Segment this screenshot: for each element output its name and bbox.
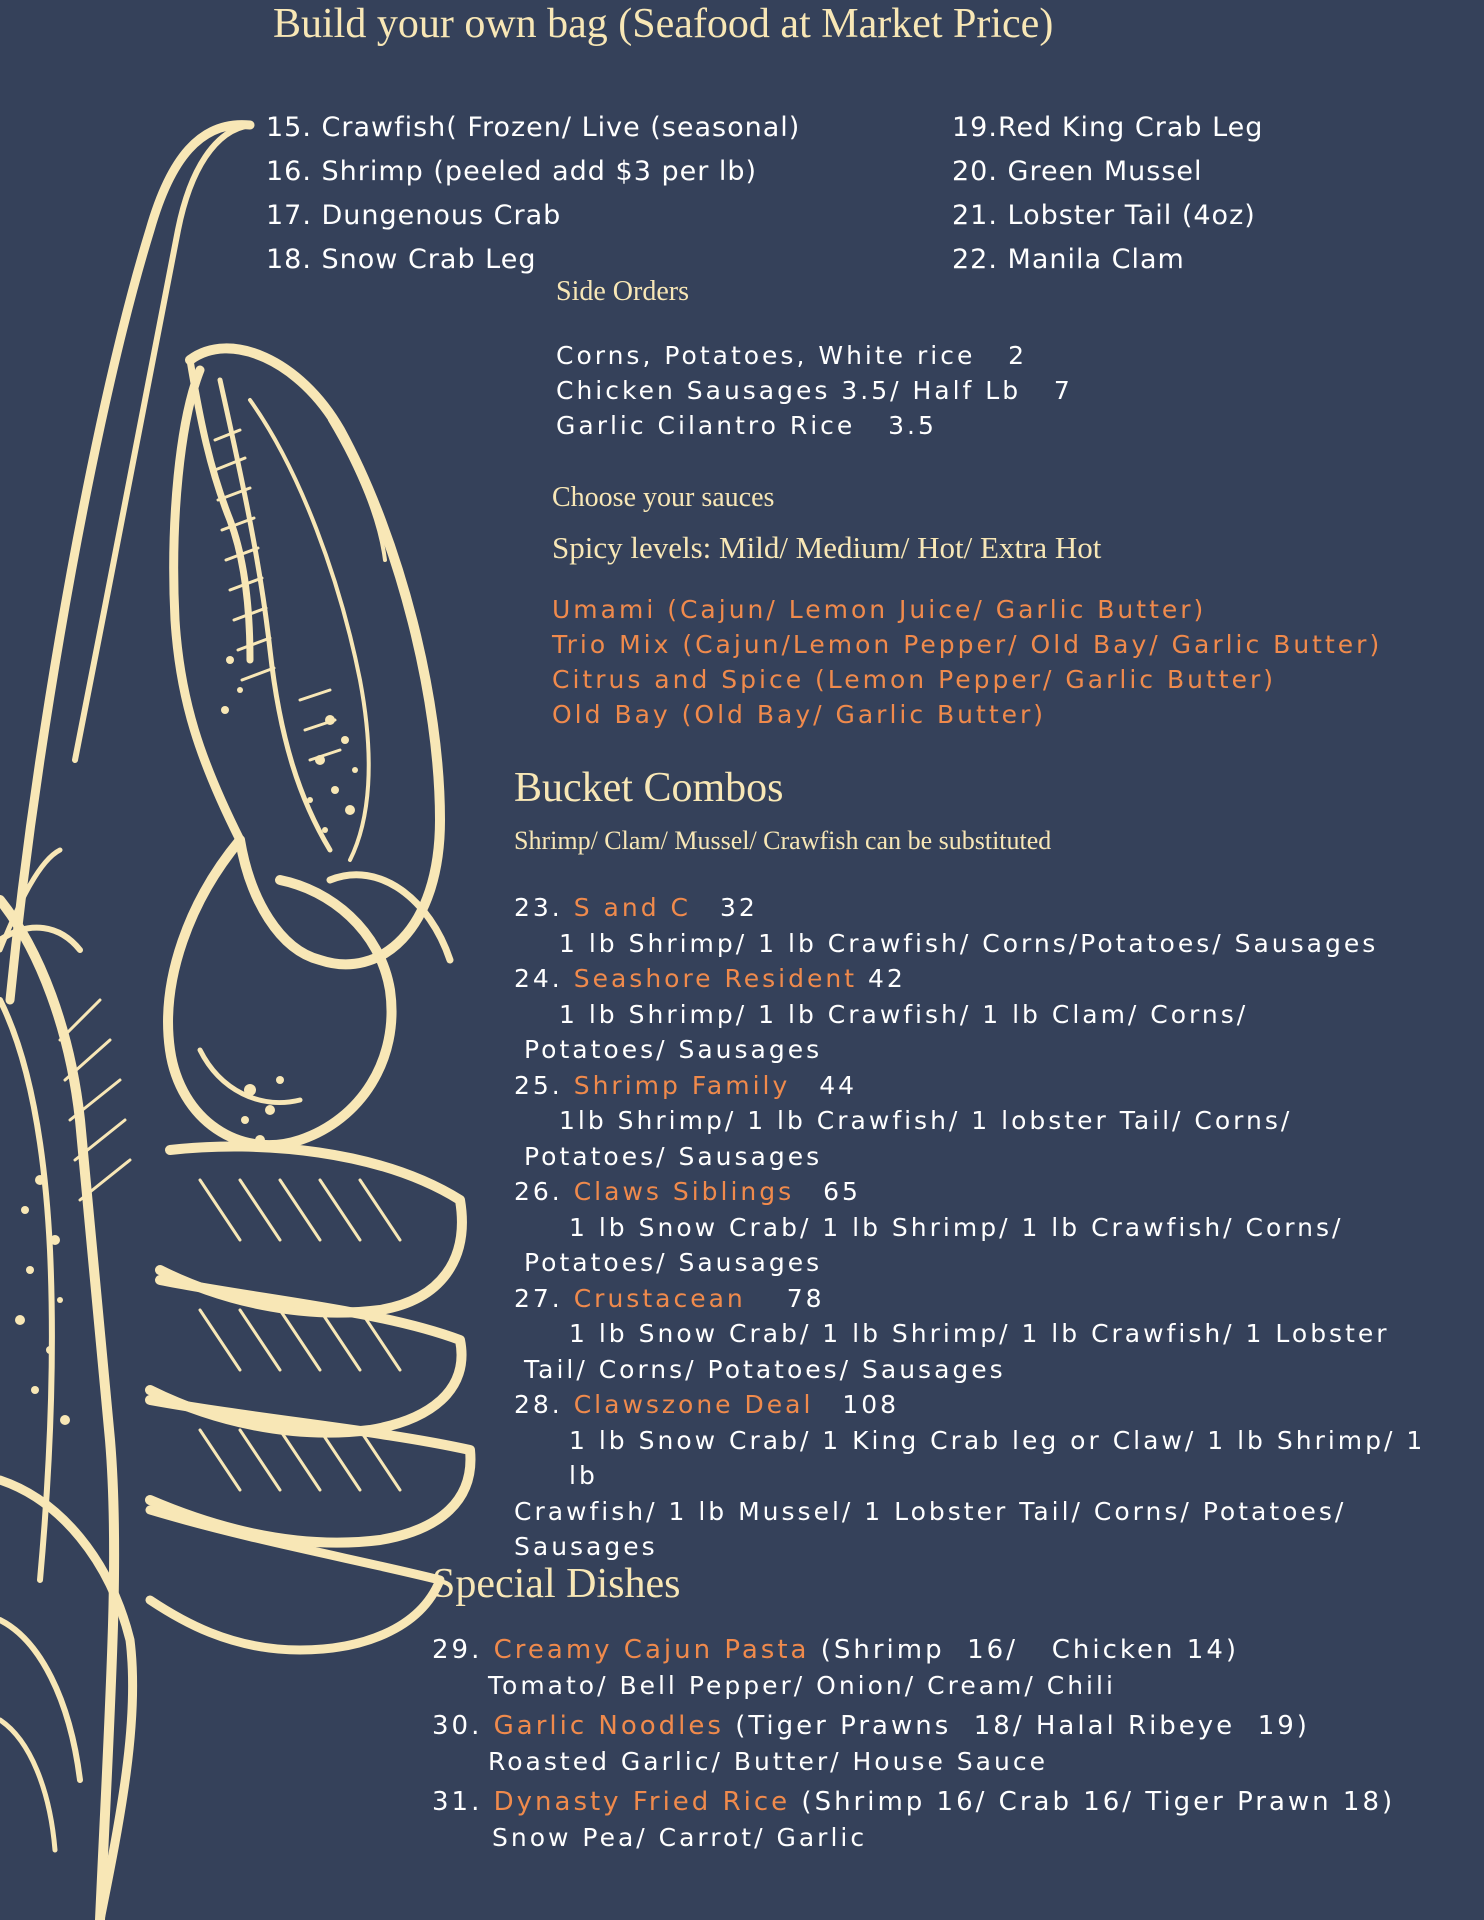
dish-price: (Shrimp 16/ Chicken 14): [820, 1635, 1240, 1665]
bucket-combos-list: [514, 890, 1464, 1565]
combo-price: 32: [719, 893, 758, 922]
sauces-list: [552, 592, 1382, 732]
special-dishes-title: Special Dishes: [432, 1561, 681, 1607]
list-item: 19.Red King Crab Leg: [952, 112, 1264, 143]
combo-description: 1 lb Snow Crab/ 1 lb Shrimp/ 1 lb Crawfish/ 1 Lobster: [569, 1319, 1390, 1348]
combo-number: 24.: [514, 964, 563, 993]
combo-number: 26.: [514, 1177, 563, 1206]
list-item: [514, 1068, 1464, 1175]
combo-number: 23.: [514, 893, 563, 922]
combo-description: 1 lb Snow Crab/ 1 lb Shrimp/ 1 lb Crawfish/ Corns/: [569, 1212, 1344, 1242]
combo-description: Tail/ Corns/ Potatoes/ Sausages: [524, 1354, 1006, 1384]
dish-description: Roasted Garlic/ Butter/ House Sauce: [488, 1747, 1048, 1776]
dish-name: Garlic Noodles: [493, 1711, 724, 1741]
list-item: Umami (Cajun/ Lemon Juice/ Garlic Butter): [552, 595, 1207, 624]
list-item: [514, 1387, 1464, 1565]
combo-price: 78: [786, 1283, 825, 1313]
list-item: [432, 1632, 1472, 1704]
combo-description: 1 lb Shrimp/ 1 lb Crawfish/ 1 lb Clam/ Corns/: [559, 999, 1249, 1029]
list-item: 21. Lobster Tail (4oz): [952, 200, 1256, 231]
combo-name: Crustacean: [573, 1283, 746, 1313]
dish-name: Dynasty Fried Rice: [493, 1787, 791, 1817]
list-item: 20. Green Mussel: [952, 156, 1203, 187]
combo-description: 1 lb Snow Crab/ 1 King Crab leg or Claw/ 1 lb Shrimp/ 1 lb: [569, 1425, 1426, 1490]
list-item: Garlic Cilantro Rice 3.5: [556, 411, 937, 440]
combo-price: 42: [867, 964, 906, 993]
list-item: [514, 1174, 1464, 1281]
list-item: 15. Crawfish( Frozen/ Live (seasonal): [266, 112, 801, 143]
combo-price: 108: [842, 1390, 900, 1419]
combo-description: Sausages: [514, 1532, 658, 1561]
bucket-combos-subtitle: Shrimp/ Clam/ Mussel/ Crawfish can be substituted: [514, 826, 1052, 855]
combo-name: S and C: [573, 893, 691, 922]
side-orders-title: Side Orders: [556, 276, 689, 307]
combo-price: 44: [819, 1070, 858, 1100]
side-orders-list: [556, 338, 1073, 443]
page-title: Build your own bag (Seafood at Market Price): [273, 1, 1054, 47]
combo-name: Seashore Resident: [573, 964, 858, 993]
list-item: 22. Manila Clam: [952, 244, 1185, 275]
dish-price: (Shrimp 16/ Crab 16/ Tiger Prawn 18): [801, 1787, 1396, 1817]
list-item: Chicken Sausages 3.5/ Half Lb 7: [556, 376, 1073, 405]
combo-description: 1 lb Shrimp/ 1 lb Crawfish/ Corns/Potatoes/ Sausages: [559, 928, 1379, 958]
dish-description: Tomato/ Bell Pepper/ Onion/ Cream/ Chili: [488, 1671, 1116, 1700]
list-item: [514, 1281, 1464, 1388]
list-item: Citrus and Spice (Lemon Pepper/ Garlic Butter): [552, 665, 1276, 694]
combo-description: 1lb Shrimp/ 1 lb Crawfish/ 1 lobster Tail/ Corns/: [559, 1106, 1293, 1135]
bucket-combos-title: Bucket Combos: [514, 765, 784, 811]
sauces-title: Choose your sauces: [552, 482, 775, 513]
list-item: 16. Shrimp (peeled add $3 per lb): [266, 156, 758, 187]
dish-number: 31.: [432, 1787, 483, 1817]
list-item: 17. Dungenous Crab: [266, 200, 562, 231]
combo-description: Potatoes/ Sausages: [524, 1035, 823, 1064]
combo-description: Crawfish/ 1 lb Mussel/ 1 Lobster Tail/ Corns/ Potatoes/: [514, 1496, 1347, 1526]
dish-price: (Tiger Prawns 18/ Halal Ribeye 19): [735, 1711, 1310, 1741]
dish-number: 30.: [432, 1711, 483, 1741]
bag-items-left: [266, 106, 800, 282]
dish-description: Snow Pea/ Carrot/ Garlic: [492, 1823, 868, 1852]
list-item: [514, 890, 1464, 961]
combo-name: Shrimp Family: [573, 1070, 791, 1100]
bag-items-right: [952, 106, 1263, 282]
special-dishes-list: [432, 1632, 1472, 1856]
combo-name: Claws Siblings: [573, 1177, 795, 1206]
list-item: [514, 961, 1464, 1068]
combo-price: 65: [823, 1177, 861, 1206]
list-item: [432, 1784, 1472, 1856]
list-item: Old Bay (Old Bay/ Garlic Butter): [552, 700, 1047, 729]
dish-number: 29.: [432, 1635, 483, 1665]
combo-number: 28.: [514, 1390, 563, 1419]
spicy-levels: Spicy levels: Mild/ Medium/ Hot/ Extra Hot: [552, 530, 1102, 565]
dish-name: Creamy Cajun Pasta: [493, 1635, 810, 1665]
combo-description: Potatoes/ Sausages: [524, 1248, 823, 1277]
list-item: Trio Mix (Cajun/Lemon Pepper/ Old Bay/ Garlic Butter): [552, 630, 1383, 659]
combo-description: Potatoes/ Sausages: [524, 1141, 823, 1171]
combo-name: Clawszone Deal: [573, 1390, 814, 1419]
list-item: 18. Snow Crab Leg: [266, 244, 537, 275]
combo-number: 25.: [514, 1070, 563, 1100]
combo-number: 27.: [514, 1283, 563, 1313]
list-item: [432, 1708, 1472, 1780]
list-item: Corns, Potatoes, White rice 2: [556, 341, 1028, 370]
